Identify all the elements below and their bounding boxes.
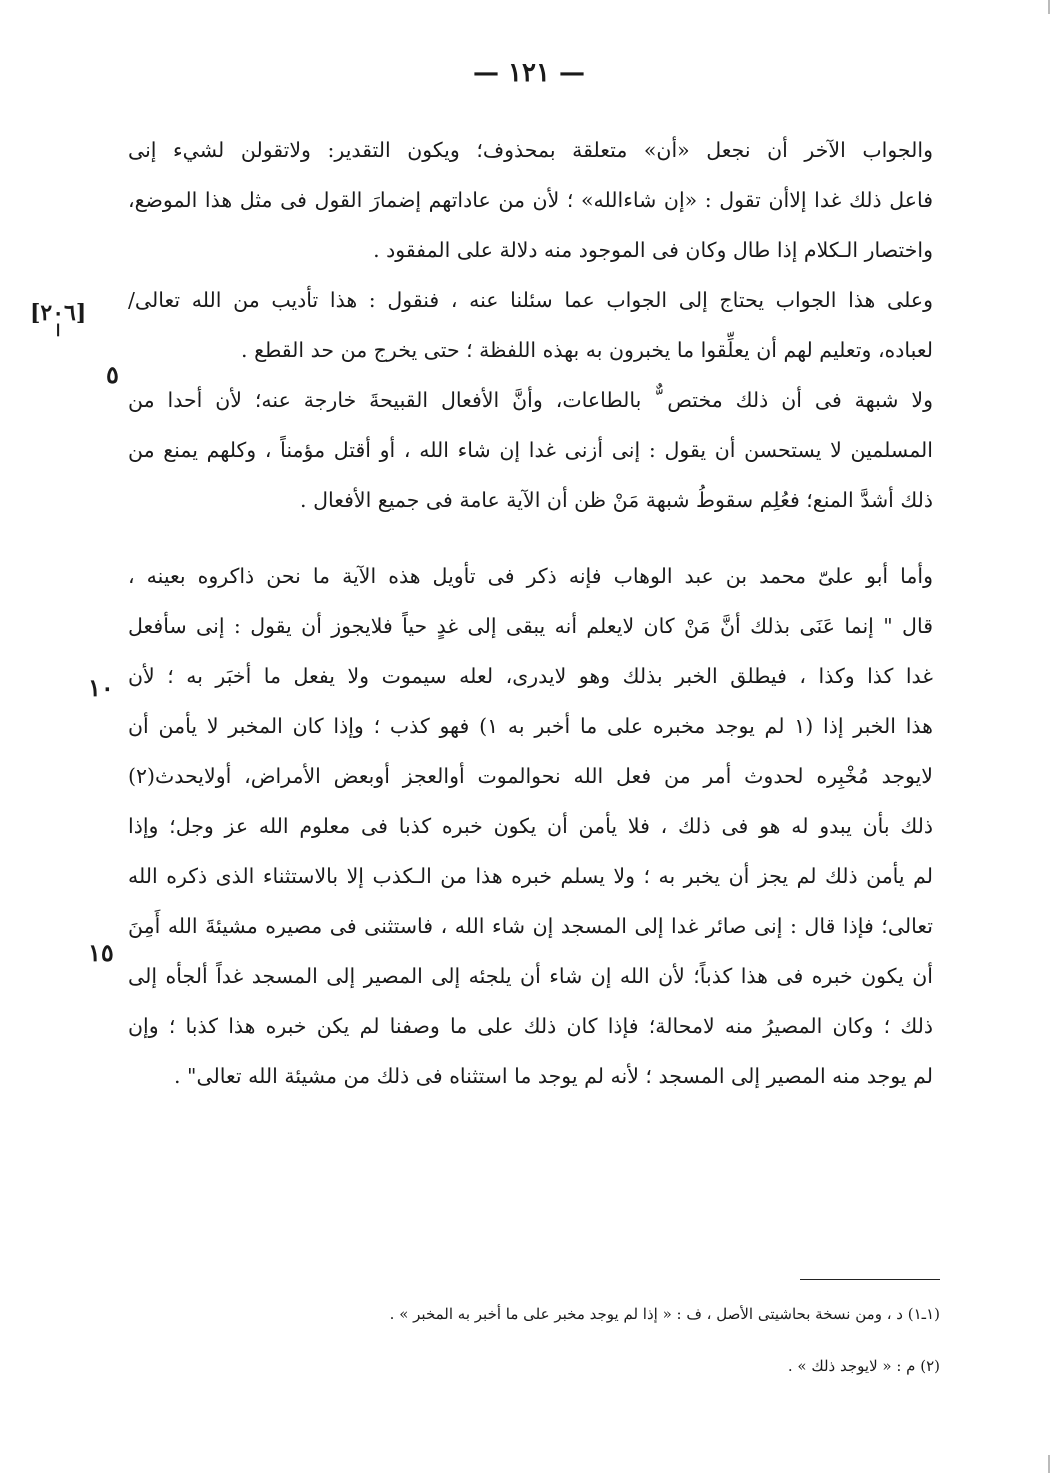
line-number-10: ١٠: [88, 673, 114, 702]
text-line: ذلك بأن يبدو له هو فى ذلك ، فلا يأمن أن يكون خبره كذبا فى معلوم الله عز وجل؛ وإذا: [128, 814, 933, 838]
paragraph-3: [128, 375, 933, 525]
footnote-2: (٢) م : « لايوجد ذلك » .: [787, 1357, 940, 1375]
text-line: قال " إنما عَنَى بذلك أنَّ مَنْ كان لايعلم أنه يبقى إلى غدٍ حياً فلايجوز أن يقول : إنى سأفعل: [128, 614, 933, 638]
paragraph-gap: [128, 525, 933, 551]
line-number-15: ١٥: [88, 938, 114, 967]
text-line: لعباده، وتعليم لهم أن يعلِّقوا ما يخبرون به بهذه اللفظة ؛ حتى يخرج من حد القطع .: [241, 338, 933, 362]
text-line: وعلى هذا الجواب يحتاج إلى الجواب عما سئلنا عنه ، فنقول : هذا تأديب من الله تعالى/: [128, 288, 933, 312]
text-line: ذلك أشدَّ المنع؛ فعُلِم سقوطُ شبهة مَنْ ظن أن الآية عامة فى جميع الأفعال .: [300, 488, 933, 512]
text-line: تعالى؛ فإذا قال : إنى صائر غدا إلى المسجد إن شاء الله ، فاستثنى فى مصيره مشيئةَ الله أَمِنَ: [128, 914, 933, 938]
scan-edge-mark: [1048, 1455, 1050, 1473]
text-line: وأما أبو علىّ محمد بن عبد الوهاب فإنه ذكر فى تأويل هذه الآية ما نحن ذاكروه بعينه ،: [128, 564, 933, 588]
folio-number: [٢٠٦]: [30, 300, 87, 326]
manuscript-folio-marker: [30, 302, 86, 338]
folio-side: ا: [55, 321, 61, 340]
paragraph-1: [128, 125, 933, 275]
text-line: غدا كذا وكذا ، فيطلق الخبر بذلك وهو لايدرى، لعله سيموت ولا يفعل ما أخبَر به ؛ لأن: [128, 664, 933, 688]
text-line: واختصار الـكلام إذا طال وكان فى الموجود منه دلالة على المفقود .: [373, 238, 933, 262]
text-line: لايوجد مُخْبِره لحدوث أمر من فعل الله نحوالموت أوالعجز أوبعض الأمراض، أولايحدث(٢): [128, 764, 933, 788]
text-line: فاعل ذلك غدا إلاأن تقول : «إن شاءالله» ؛ لأن من عاداتهم إضمارَ القول فى مثل هذا الموضع،: [128, 188, 933, 212]
text-line: أن يكون خبره فى هذا كذباً؛ لأن الله إن شاء أن يلجئه إلى المصير إلى المسجد غداً ألجأه إلى: [128, 964, 933, 988]
text-line: ولا شبهة فى أن ذلك مختص ٌّ بالطاعات، وأنَّ الأفعال القبيحةَ خارجة عنه؛ لأن أحدا من: [128, 388, 933, 412]
footnote-1: (١ـ١) د ، ومن نسخة بحاشيتى الأصل ، ف : « إذا لم يوجد مخبر على ما أخبر به المخبر » .: [389, 1305, 940, 1323]
text-line: هذا الخبر إذا (١ لم يوجد مخبره على ما أخبر به ١) فهو كذب ؛ وإذا كان المخبر لا يأمن أن: [128, 714, 933, 738]
text-line: لم يوجد منه المصير إلى المسجد ؛ لأنه لم يوجد ما استثناه فى ذلك من مشيئة الله تعالى" .: [173, 1064, 933, 1088]
page-number: — ١٢١ —: [472, 58, 586, 88]
text-line: والجواب الآخر أن نجعل «أن» متعلقة بمحذوف؛ ويكون التقدير: ولاتقولن لشيء إنى: [128, 138, 933, 162]
text-line: المسلمين لا يستحسن أن يقول : إنى أزنى غدا إن شاء الله ، أو أقتل مؤمناً ، وكلهم يمنع من: [128, 438, 933, 462]
footnote-divider: [800, 1279, 940, 1280]
text-line: لم يأمن ذلك لم يجز أن يخبر به ؛ ولا يسلم خبره هذا من الـكذب إلا بالاستثناء الذى ذكره الله: [128, 864, 933, 888]
paragraph-2: [128, 275, 933, 375]
main-text: [128, 125, 933, 1101]
paragraph-4: [128, 551, 933, 1101]
footnotes: [300, 1288, 940, 1392]
line-number-5: ٥: [106, 360, 119, 389]
scan-edge-mark: [1048, 0, 1050, 14]
text-line: ذلك ؛ وكان المصيرُ منه لامحالة؛ فإذا كان ذلك على ما وصفنا لم يكن خبره هذا كذبا ؛ وإن: [128, 1014, 933, 1038]
